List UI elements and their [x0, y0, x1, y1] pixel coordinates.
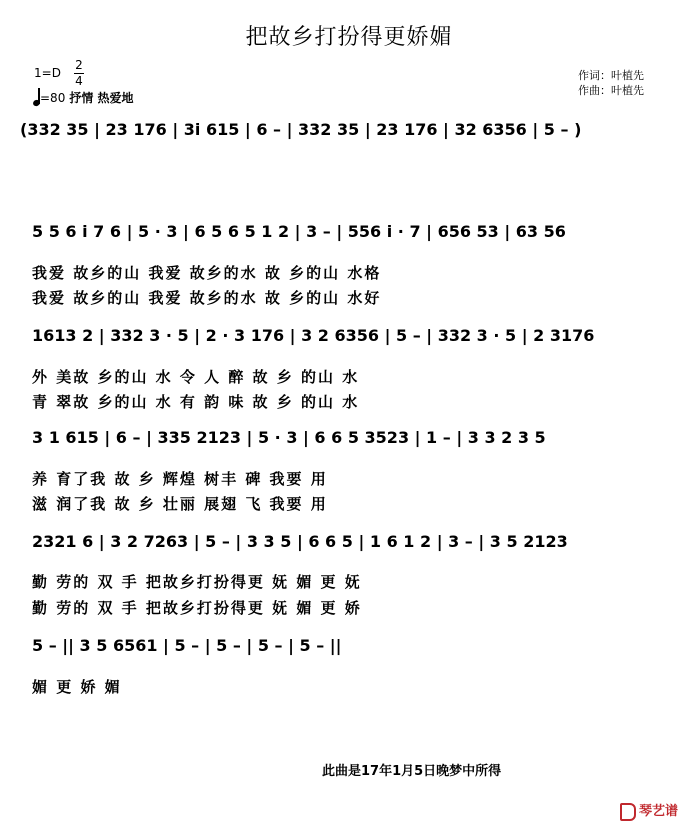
score-system-4-notes: 3 1 615 | 6 – | 335 2123 | 5 · 3 | 6 6 5 3523 | 1 – | 3 3 2 3 5	[32, 428, 546, 447]
mood-marking: 抒情 热爱地	[69, 91, 134, 105]
score-system-5-notes: 2321 6 | 3 2 7263 | 5 – | 3 3 5 | 6 6 5 | 1 6 1 2 | 3 – | 3 5 2123	[32, 532, 568, 551]
credits	[578, 68, 644, 98]
score-system-3-lyrics-verse2: 青 翠故 乡的山 水 有 韵 味 故 乡 的山 水	[32, 393, 360, 411]
score-system-6-notes: 5 – || 3 5 6561 | 5 – | 5 – | 5 – | 5 – ||	[32, 636, 342, 655]
score-system-5-lyrics-verse1: 勤 劳的 双 手 把故乡打扮得更 妩 媚 更 妩	[32, 573, 362, 591]
music-book-icon	[620, 803, 636, 821]
site-logo-text: 琴艺谱	[639, 804, 679, 819]
tempo-value: =80	[40, 91, 66, 105]
composer-credit: 作曲：叶植先	[578, 84, 644, 97]
site-logo	[620, 800, 678, 821]
score-system-3-lyrics-verse1: 外 美故 乡的山 水 令 人 醉 故 乡 的山 水	[32, 368, 360, 386]
score-system-2-lyrics-verse2: 我爱 故乡的山 我爱 故乡的水 故 乡的山 水好	[32, 289, 382, 307]
key-signature: 1=D	[34, 66, 61, 80]
score-system-6-lyrics-verse1: 媚 更 娇 媚	[32, 678, 122, 696]
score-system-5-lyrics-verse2: 勤 劳的 双 手 把故乡打扮得更 妩 媚 更 娇	[32, 599, 362, 617]
time-signature-bottom: 4	[75, 74, 83, 88]
time-signature-top: 2	[75, 58, 83, 72]
page-title: 把故乡打扮得更娇媚	[245, 25, 453, 50]
score-system-2-notes: 5 5 6 i 7 6 | 5 · 3 | 6 5 6 5 1 2 | 3 – | 556 i · 7 | 656 53 | 63 56	[32, 222, 566, 241]
score-system-4-lyrics-verse1: 养 育了我 故 乡 辉煌 树丰 碑 我要 用	[32, 470, 328, 488]
score-system-2-lyrics-verse1: 我爱 故乡的山 我爱 故乡的水 故 乡的山 水格	[32, 264, 382, 282]
quarter-note-icon	[34, 88, 40, 106]
footer-note: 此曲是17年1月5日晚梦中所得	[322, 764, 502, 779]
time-signature	[74, 58, 84, 89]
lyricist-credit: 作词：叶植先	[578, 69, 644, 82]
score-system-4-lyrics-verse2: 滋 润了我 故 乡 壮丽 展翅 飞 我要 用	[32, 495, 328, 513]
tempo-marking	[34, 88, 134, 106]
score-system-3-notes: 1613 2 | 332 3 · 5 | 2 · 3 176 | 3 2 6356 | 5 – | 332 3 · 5 | 2 3176	[32, 326, 595, 345]
score-system-1-notes: (332 35 | 23 176 | 3i 615 | 6 – | 332 35 | 23 176 | 32 6356 | 5 – )	[20, 120, 582, 139]
